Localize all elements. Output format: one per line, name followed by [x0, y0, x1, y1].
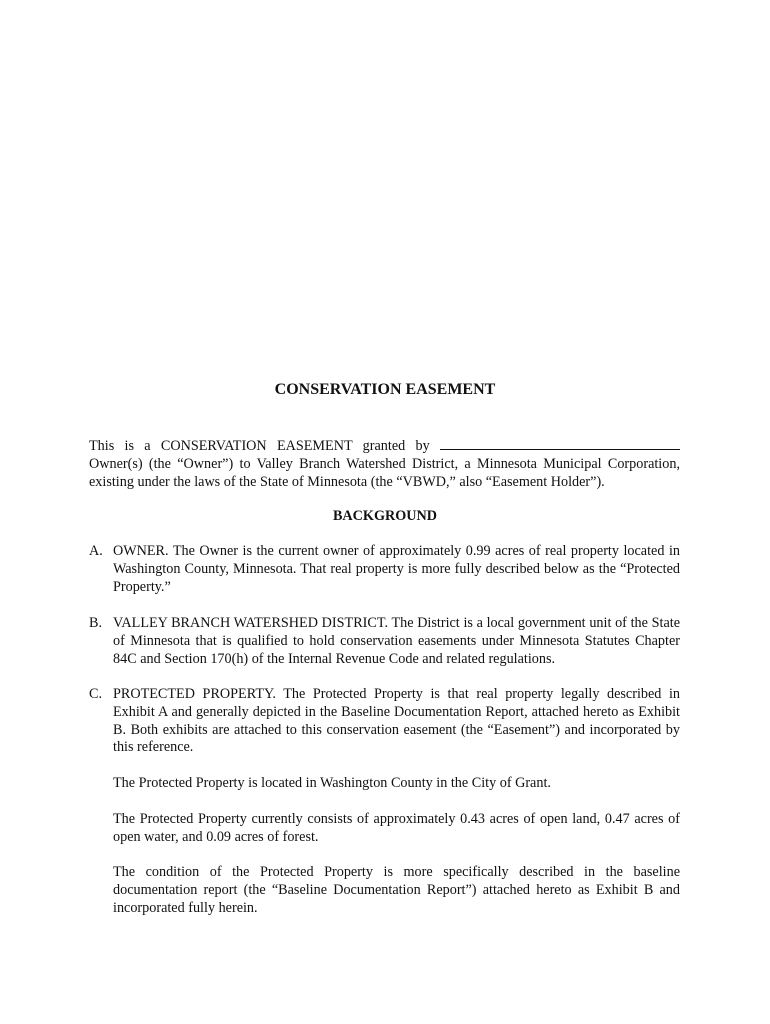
- property-composition-paragraph: The Protected Property currently consists of approximately 0.43 acres of open land, 0.47 acres of open water, and 0.09 acres of forest.: [113, 811, 680, 845]
- item-text: VALLEY BRANCH WATERSHED DISTRICT. The District is a local government unit of the State of Minnesota that is qualified to hold conservation easements under Minnesota Statutes Chapter 84C and Section 170(h) of the Internal Revenue Code and related regulations.: [113, 615, 680, 667]
- intro-lead-text: This is a CONSERVATION EASEMENT granted by: [89, 438, 430, 454]
- document-title: CONSERVATION EASEMENT: [274, 381, 496, 398]
- intro-rest-text: Owner(s) (the “Owner”) to Valley Branch Watershed District, a Minnesota Municipal Corporation, existing under the laws of the State of Minnesota (the “VBWD,” also “Easement Holder”).: [89, 455, 680, 490]
- grantor-name-blank: [440, 436, 680, 450]
- background-item-c: [89, 686, 680, 757]
- item-text: PROTECTED PROPERTY. The Protected Property is that real property legally described in Exhibit A and generally depicted in the Baseline Documentation Report, attached hereto as Exhibit B. Both exhibits are attached to this conservation easement (the “Easement”) and incorporated by this reference.: [113, 686, 680, 756]
- intro-paragraph: [89, 436, 680, 491]
- background-heading: BACKGROUND: [332, 508, 438, 524]
- background-item-a: [89, 543, 680, 596]
- property-condition-paragraph: The condition of the Protected Property is more specifically described in the baseline documentation report (the “Baseline Documentation Report”) attached hereto as Exhibit B and incorporated fully herein.: [113, 864, 680, 916]
- background-item-b: [89, 615, 680, 668]
- item-text: OWNER. The Owner is the current owner of approximately 0.99 acres of real property located in Washington County, Minnesota. That real property is more fully described below as the “Protected Property.”: [113, 543, 680, 595]
- item-letter: C.: [89, 686, 103, 702]
- item-letter: B.: [89, 615, 103, 631]
- item-letter: A.: [89, 543, 103, 559]
- property-location-paragraph: The Protected Property is located in Washington County in the City of Grant.: [113, 775, 551, 791]
